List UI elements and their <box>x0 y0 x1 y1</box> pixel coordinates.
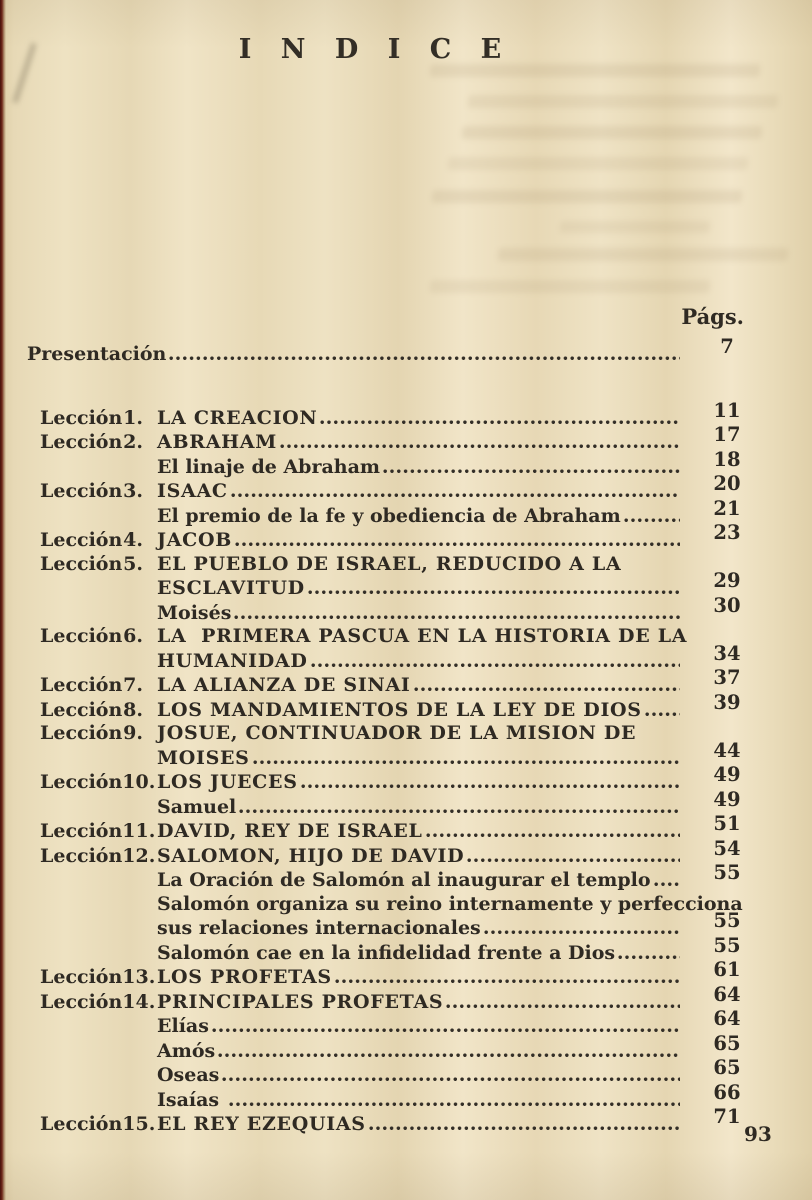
lesson-number: 1. <box>123 406 143 429</box>
dot-leader <box>229 1101 680 1106</box>
lesson-word: Lección <box>40 844 123 867</box>
lesson-label <box>40 820 157 844</box>
toc-entry <box>27 982 768 1015</box>
dot-leader <box>654 881 680 886</box>
toc-entry <box>27 398 768 431</box>
entry-page-number: 20 <box>713 472 741 495</box>
entry-title: PRINCIPALES PROFETAS <box>157 990 444 1013</box>
entry-title: LA PRIMERA PASCUA EN LA HISTORIA DE LA <box>157 625 688 647</box>
lesson-number: 5. <box>123 552 143 575</box>
entry-title: HUMANIDAD <box>157 649 308 672</box>
lesson-label <box>40 553 157 577</box>
toc-entry <box>27 472 768 504</box>
showthrough-smudge <box>430 64 761 77</box>
entry-page-number: 49 <box>713 787 741 811</box>
lesson-word: Lección <box>40 552 123 575</box>
toc-entry <box>27 763 768 795</box>
entry-page-number: 71 <box>713 1105 741 1128</box>
toc-entry <box>27 496 768 529</box>
dot-leader <box>301 783 680 788</box>
lesson-label <box>40 431 157 455</box>
lesson-word: Lección <box>40 1113 123 1135</box>
entry-title: EL REY EZEQUIAS <box>157 1113 366 1135</box>
entry-title: LA ALIANZA DE SINAI <box>157 674 411 696</box>
lesson-number: 3. <box>123 480 143 502</box>
toc-entry <box>27 909 768 941</box>
entry-title: LOS MANDAMIENTOS DE LA LEY DE DIOS <box>157 698 642 721</box>
entry-page-number: 37 <box>713 666 741 689</box>
dot-leader <box>253 759 680 764</box>
entry-page-number: 49 <box>713 763 741 786</box>
entry-title: Salomón cae en la infidelidad frente a Dios <box>157 941 616 964</box>
toc-entry <box>27 569 768 601</box>
dot-leader <box>235 541 680 546</box>
dot-leader <box>446 1003 680 1008</box>
entry-title: Isaías <box>157 1088 226 1111</box>
pages-column-header: Págs. <box>681 304 744 329</box>
dot-leader <box>320 419 680 424</box>
lesson-number: 13. <box>122 966 156 988</box>
lesson-number: 15. <box>122 1113 156 1135</box>
lesson-word: Lección <box>40 406 123 429</box>
table-of-contents <box>27 335 768 1137</box>
lesson-word: Lección <box>40 625 123 647</box>
showthrough-smudge <box>432 190 743 203</box>
entry-title: MOISES <box>157 746 250 769</box>
dot-leader <box>383 468 680 473</box>
entry-page-number: 34 <box>713 641 741 665</box>
dot-leader <box>467 857 680 862</box>
lesson-word: Lección <box>40 966 123 988</box>
showthrough-smudge <box>498 248 789 261</box>
dot-leader <box>169 355 680 360</box>
toc-entry <box>27 812 768 844</box>
dot-leader <box>222 1076 680 1081</box>
toc-entry <box>27 690 768 723</box>
entry-page-number: 17 <box>713 423 741 446</box>
entry-title: Elías <box>157 1015 209 1037</box>
lesson-word: Lección <box>40 820 123 842</box>
lesson-number: 7. <box>123 674 143 696</box>
dot-leader <box>624 517 680 522</box>
entry-page-number: 18 <box>713 447 741 471</box>
toc-entry <box>27 1056 768 1088</box>
entry-page-number: 11 <box>713 398 741 422</box>
toc-entry <box>27 521 768 553</box>
lesson-label <box>40 966 157 990</box>
lesson-number: 11. <box>122 820 156 842</box>
lesson-number: 8. <box>123 698 143 721</box>
entry-title: JOSUE, CONTINUADOR DE LA MISION DE <box>157 722 637 744</box>
lesson-number: 6. <box>123 625 143 647</box>
entry-title: LOS JUECES <box>157 771 298 793</box>
entry-page-number: 55 <box>713 933 741 957</box>
lesson-word: Lección <box>40 990 123 1013</box>
lesson-word: Lección <box>40 480 123 502</box>
showthrough-smudge <box>468 95 779 108</box>
lesson-word: Lección <box>40 431 123 453</box>
lesson-word: Lección <box>40 722 123 744</box>
lesson-label <box>40 771 157 795</box>
dot-leader <box>414 686 680 691</box>
lesson-number: 10. <box>122 771 156 793</box>
lesson-number: 2. <box>123 431 143 453</box>
page-number: 93 <box>744 1122 772 1146</box>
toc-entry <box>27 1105 768 1137</box>
entry-page-number: 30 <box>713 593 741 617</box>
entry-title: LA CREACION <box>157 406 318 429</box>
dot-leader <box>426 832 681 837</box>
showthrough-smudge <box>560 221 711 233</box>
dot-leader <box>335 978 680 983</box>
dot-leader <box>484 929 680 934</box>
lesson-label <box>40 722 157 746</box>
entry-title: Salomón organiza su reino internamente y perfecciona <box>157 892 743 915</box>
dot-leader <box>645 711 680 716</box>
toc-entry <box>27 1031 768 1064</box>
lesson-label <box>40 991 157 1015</box>
lesson-label <box>40 845 157 869</box>
lesson-label <box>40 674 157 698</box>
lesson-label <box>40 529 157 553</box>
toc-entry <box>27 738 768 771</box>
entry-title: Moisés <box>157 601 232 624</box>
lesson-word: Lección <box>40 771 123 793</box>
lesson-word: Lección <box>40 529 123 551</box>
lesson-label <box>40 407 157 431</box>
lesson-number: 4. <box>123 529 143 551</box>
showthrough-smudge <box>430 280 711 293</box>
entry-page-number: 21 <box>713 496 741 520</box>
entry-title: SALOMON, HIJO DE DAVID <box>157 844 465 867</box>
lesson-word: Lección <box>40 674 123 696</box>
toc-entry <box>27 958 768 990</box>
entry-title: El premio de la fe y obediencia de Abraham <box>157 504 621 527</box>
dot-leader <box>311 662 680 667</box>
lesson-label <box>40 1113 157 1137</box>
entry-title: La Oración de Salomón al inaugurar el templo <box>157 869 651 891</box>
dot-leader <box>218 1052 680 1057</box>
entry-page-number: 23 <box>713 521 741 544</box>
toc-entry <box>27 893 768 917</box>
entry-title: DAVID, REY DE ISRAEL <box>157 820 423 842</box>
toc-entry <box>27 553 768 577</box>
dot-leader <box>618 954 680 959</box>
dot-leader <box>369 1125 680 1130</box>
showthrough-smudge <box>448 157 749 170</box>
entry-title: Presentación <box>27 343 167 365</box>
entry-page-number: 55 <box>713 909 741 932</box>
dot-leader <box>239 808 680 813</box>
lesson-number: 9. <box>123 722 143 744</box>
entry-page-number: 65 <box>713 1031 741 1055</box>
entry-title: ISAAC <box>157 480 228 502</box>
lesson-label <box>40 625 157 649</box>
book-spine-edge <box>0 0 6 1200</box>
entry-page-number: 54 <box>713 836 741 860</box>
entry-title: El linaje de Abraham <box>157 455 381 478</box>
entry-page-number: 29 <box>713 569 741 592</box>
entry-title: sus relaciones internacionales <box>157 917 481 939</box>
entry-page-number: 64 <box>713 1007 741 1030</box>
lesson-number: 12. <box>122 844 156 867</box>
entry-title: LOS PROFETAS <box>157 966 332 988</box>
dot-leader <box>308 589 680 594</box>
entry-page-number: 64 <box>713 982 741 1006</box>
entry-page-number: 61 <box>713 958 741 981</box>
toc-entry <box>27 933 768 966</box>
toc-entry <box>27 787 768 820</box>
toc-entry <box>27 836 768 869</box>
toc-entry <box>27 1080 768 1113</box>
toc-entry <box>27 593 768 626</box>
toc-entry <box>27 447 768 480</box>
dot-leader <box>234 614 680 619</box>
toc-entry <box>27 423 768 455</box>
entry-page-number: 44 <box>713 738 741 762</box>
entry-page-number: 55 <box>713 861 741 884</box>
entry-page-number: 51 <box>713 812 741 835</box>
entry-title: EL PUEBLO DE ISRAEL, REDUCIDO A LA <box>157 552 622 575</box>
toc-entry <box>27 861 768 893</box>
toc-entry <box>27 625 768 649</box>
entry-title: JACOB <box>157 529 232 551</box>
page-title: I N D I C E <box>238 34 512 65</box>
entry-page-number: 65 <box>713 1056 741 1079</box>
toc-entry <box>27 1007 768 1039</box>
entry-title: ESCLAVITUD <box>157 577 305 599</box>
entry-page-number: 7 <box>720 335 734 358</box>
entry-title: Oseas <box>157 1064 220 1086</box>
toc-entry <box>27 666 768 698</box>
dot-leader <box>280 443 680 448</box>
entry-page-number: 66 <box>713 1080 741 1104</box>
lesson-label <box>40 480 157 504</box>
entry-page-number: 39 <box>713 690 741 714</box>
lesson-number: 14. <box>122 990 156 1013</box>
entry-title: Samuel <box>157 795 237 818</box>
dot-leader <box>231 492 680 497</box>
toc-entry <box>27 722 768 746</box>
entry-title: Amós <box>157 1039 216 1062</box>
toc-entry <box>27 641 768 674</box>
toc-entry <box>27 335 768 367</box>
lesson-word: Lección <box>40 698 123 721</box>
entry-title: ABRAHAM <box>157 431 277 453</box>
showthrough-smudge <box>462 126 763 139</box>
dot-leader <box>212 1027 680 1032</box>
lesson-label <box>40 699 157 723</box>
